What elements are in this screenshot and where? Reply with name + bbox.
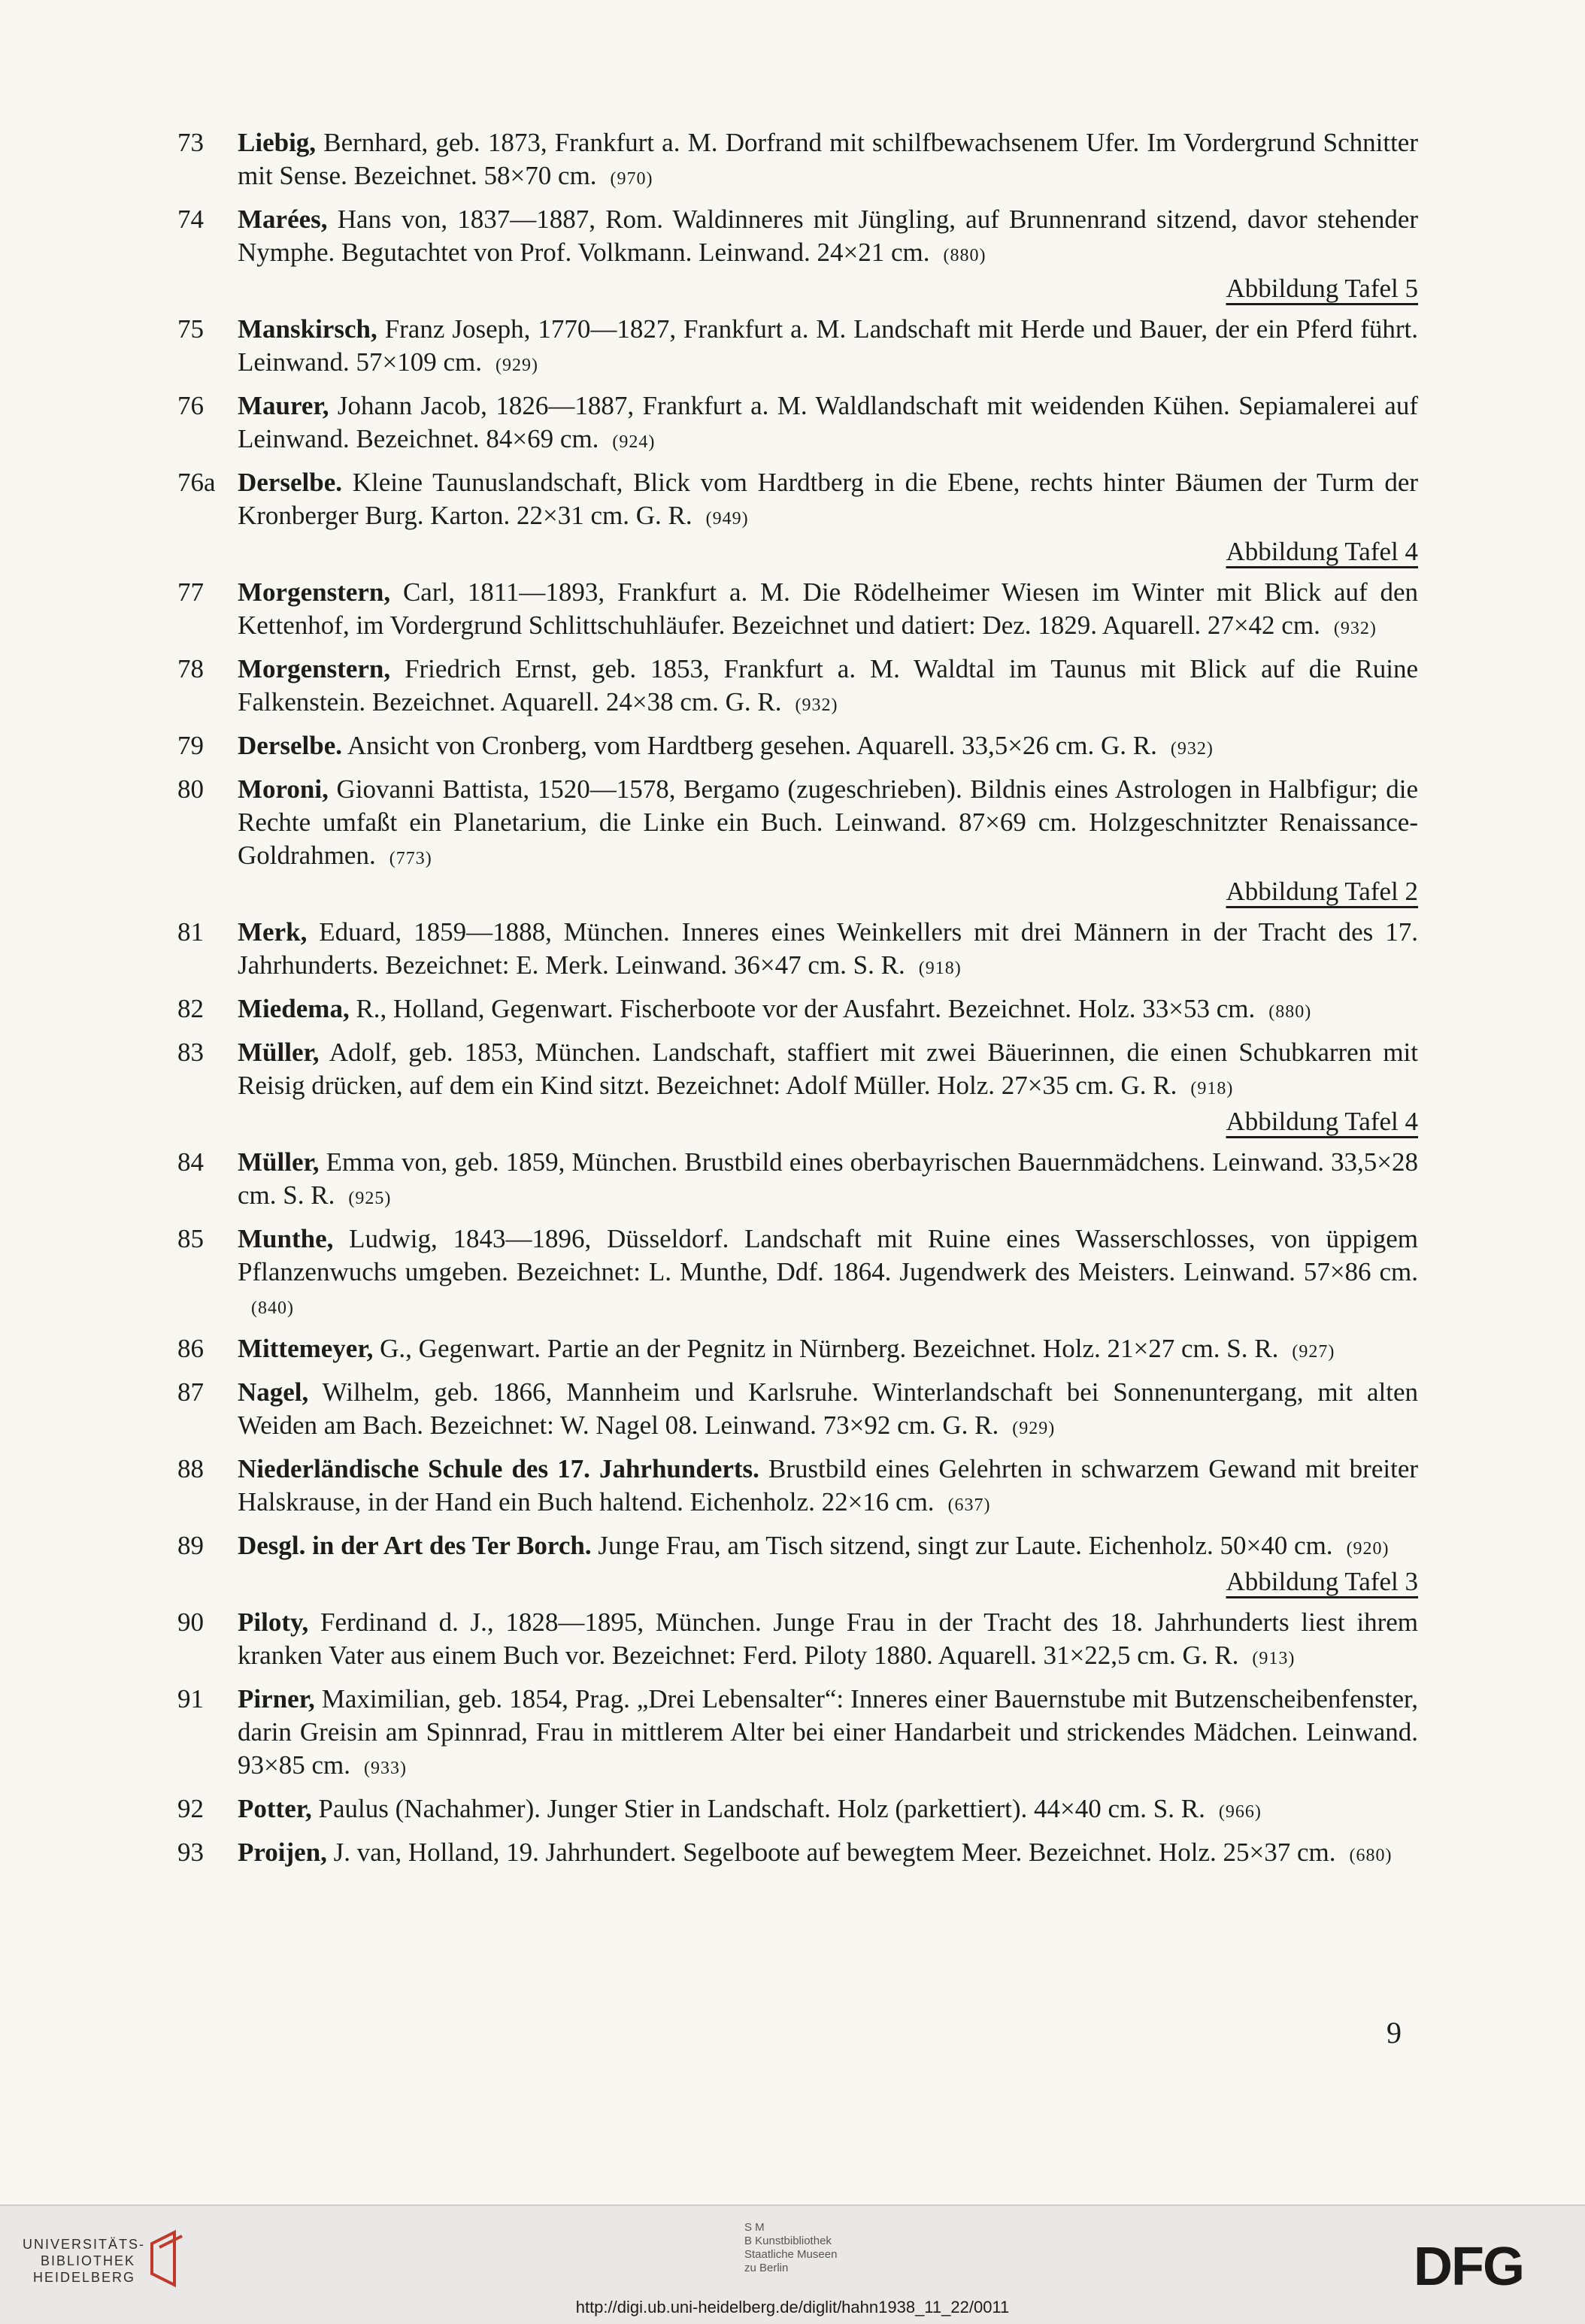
inventory-number: (637) — [947, 1495, 991, 1515]
library-stamp: S M B Kunstbibliothek Staatliche Museen zu Berlin — [744, 2221, 838, 2274]
artist-name: Desgl. in der Art des Ter Borch. — [238, 1531, 592, 1560]
entry-description: Giovanni Battista, 1520—1578, Bergamo (zugeschrieben). Bildnis eines Astrologen in Halbfigur; die Rechte umfaßt ein Planetarium, die Linke ein Buch. Leinwand. 87×69 cm. Holzgeschnitzter Renaissance-Goldrahmen. — [238, 774, 1418, 870]
catalog-entry — [177, 1792, 1418, 1829]
entry-description: J. van, Holland, 19. Jahrhundert. Segelboote auf bewegtem Meer. Bezeichnet. Holz. 25×37 cm. — [333, 1838, 1336, 1867]
entry-description: Emma von, geb. 1859, München. Brustbild eines oberbayrischen Bauernmädchens. Leinwand. 33,5×28 cm. S. R. — [238, 1147, 1419, 1210]
entry-number: 84 — [177, 1147, 204, 1177]
entry-number: 85 — [177, 1224, 204, 1253]
inventory-number: (929) — [1012, 1419, 1056, 1438]
entry-number: 82 — [177, 994, 204, 1023]
entry-number: 91 — [177, 1684, 204, 1713]
entry-description: Adolf, geb. 1853, München. Landschaft, staffiert mit zwei Bäuerinnen, die einen Schubkarren mit Reisig drücken, auf dem ein Kind sitzt. Bezeichnet: Adolf Müller. Holz. 27×35 cm. G. R. — [238, 1038, 1418, 1100]
entry-description: Maximilian, geb. 1854, Prag. „Drei Lebensalter“: Inneres einer Bauernstube mit Butzenscheibenfenster, darin Greisin am Spinnrad, Frau in mittlerem Alter bei einer Handarbeit und strickendes Mädchen. Leinwand. 93×85 cm. — [238, 1684, 1418, 1780]
page-url-link[interactable]: http://digi.ub.uni-heidelberg.de/diglit/hahn1938_11_22/0011 — [575, 2298, 1010, 2316]
entry-description: Ferdinand d. J., 1828—1895, München. Junge Frau in der Tracht des 18. Jahrhunderts liest ihrem kranken Vater aus einem Buch vor. Bezeichnet: Ferd. Piloty 1880. Aquarell. 31×22,5 cm. G. R. — [238, 1607, 1418, 1670]
entry-number: 92 — [177, 1794, 204, 1823]
catalog-entry — [177, 389, 1418, 459]
artist-name: Pirner, — [238, 1684, 315, 1713]
entry-number: 90 — [177, 1607, 204, 1637]
inventory-number: (924) — [612, 432, 656, 452]
university-library-emblem-icon — [144, 2229, 189, 2289]
dfg-logo[interactable]: DFG — [1414, 2237, 1523, 2297]
page-number: 9 — [1386, 2016, 1402, 2050]
entry-description: Ludwig, 1843—1896, Düsseldorf. Landschaft mit Ruine eines Wasserschlosses, von üppigem Pflanzenwuchs umgeben. Bezeichnet: L. Munthe, Ddf. 1864. Jugendwerk des Meisters. Leinwand. 57×86 cm. — [238, 1224, 1418, 1286]
catalog-entry — [177, 773, 1418, 908]
inventory-number: (927) — [1292, 1342, 1335, 1362]
catalog-entry — [177, 466, 1418, 568]
artist-name: Piloty, — [238, 1607, 309, 1637]
catalog-entry — [177, 729, 1418, 765]
catalog-entry — [177, 203, 1418, 305]
plate-reference: Abbildung Tafel 3 — [1226, 1567, 1418, 1596]
entry-description: Johann Jacob, 1826—1887, Frankfurt a. M. Waldlandschaft mit weidenden Kühen. Sepiamalerei auf Leinwand. Bezeichnet. 84×69 cm. — [238, 391, 1418, 453]
plate-reference: Abbildung Tafel 4 — [1226, 1107, 1418, 1136]
artist-name: Morgenstern, — [238, 577, 391, 607]
artist-name: Maurer, — [238, 391, 329, 420]
catalog-entry — [177, 1146, 1418, 1215]
inventory-number: (918) — [918, 959, 962, 978]
inventory-number: (932) — [1170, 739, 1214, 759]
entry-number: 75 — [177, 314, 204, 344]
catalog-entry — [177, 126, 1418, 195]
entry-number: 74 — [177, 205, 204, 234]
university-library-logo[interactable]: UNIVERSITÄTS- BIBLIOTHEK HEIDELBERG — [23, 2237, 146, 2285]
catalog-entry — [177, 1529, 1418, 1598]
inventory-number: (925) — [348, 1189, 392, 1208]
artist-name: Merk, — [238, 917, 308, 947]
catalog-entry — [177, 916, 1418, 985]
entry-description: Eduard, 1859—1888, München. Inneres eines Weinkellers mit drei Männern in der Tracht des 17. Jahrhunderts. Bezeichnet: E. Merk. Leinwand. 36×47 cm. S. R. — [238, 917, 1419, 980]
artist-name: Derselbe. — [238, 731, 342, 760]
entry-number: 86 — [177, 1334, 204, 1363]
artist-name: Manskirsch, — [238, 314, 377, 344]
entry-description: G., Gegenwart. Partie an der Pegnitz in Nürnberg. Bezeichnet. Holz. 21×27 cm. S. R. — [380, 1334, 1279, 1363]
artist-name: Mittemeyer, — [238, 1334, 374, 1363]
entry-description: Kleine Taunuslandschaft, Blick vom Hardtberg in die Ebene, rechts hinter Bäumen der Turm der Kronberger Burg. Karton. 22×31 cm. G. R. — [238, 468, 1419, 530]
artist-name: Niederländische Schule des 17. Jahrhunderts. — [238, 1454, 759, 1483]
catalog-entry — [177, 1376, 1418, 1445]
entry-number: 78 — [177, 654, 204, 683]
catalog-entries — [177, 126, 1418, 1880]
catalog-entry — [177, 313, 1418, 382]
inventory-number: (949) — [705, 509, 749, 529]
inventory-number: (880) — [1268, 1002, 1312, 1022]
entry-number: 76a — [177, 468, 216, 497]
catalog-entry — [177, 653, 1418, 722]
entry-number: 89 — [177, 1531, 204, 1560]
entry-description: Bernhard, geb. 1873, Frankfurt a. M. Dorfrand mit schilfbewachsenem Ufer. Im Vordergrund Schnitter mit Sense. Bezeichnet. 58×70 cm. — [238, 128, 1418, 190]
entry-number: 81 — [177, 917, 204, 947]
inventory-number: (920) — [1346, 1539, 1390, 1559]
entry-description: Wilhelm, geb. 1866, Mannheim und Karlsruhe. Winterlandschaft bei Sonnenuntergang, mit alten Weiden am Bach. Bezeichnet: W. Nagel 08. Leinwand. 73×92 cm. G. R. — [238, 1377, 1418, 1440]
entry-description: Ansicht von Cronberg, vom Hardtberg gesehen. Aquarell. 33,5×26 cm. G. R. — [347, 731, 1157, 760]
artist-name: Potter, — [238, 1794, 312, 1823]
inventory-number: (932) — [795, 695, 838, 715]
viewer-footer — [0, 2204, 1585, 2324]
artist-name: Proijen, — [238, 1838, 327, 1867]
artist-name: Miedema, — [238, 994, 350, 1023]
artist-name: Moroni, — [238, 774, 329, 804]
entry-description: Friedrich Ernst, geb. 1853, Frankfurt a. M. Waldtal im Taunus mit Blick auf die Ruine Falkenstein. Bezeichnet. Aquarell. 24×38 cm. G. R. — [238, 654, 1418, 717]
catalog-entry — [177, 1683, 1418, 1785]
entry-description: Junge Frau, am Tisch sitzend, singt zur Laute. Eichenholz. 50×40 cm. — [598, 1531, 1333, 1560]
artist-name: Marées, — [238, 205, 328, 234]
artist-name: Derselbe. — [238, 468, 342, 497]
inventory-number: (970) — [610, 169, 653, 189]
inventory-number: (840) — [251, 1298, 294, 1318]
catalog-entry — [177, 1332, 1418, 1368]
catalog-entry — [177, 1606, 1418, 1675]
inventory-number: (966) — [1218, 1802, 1262, 1822]
entry-number: 73 — [177, 128, 204, 157]
catalog-entry — [177, 1453, 1418, 1522]
artist-name: Liebig, — [238, 128, 317, 157]
inventory-number: (680) — [1349, 1846, 1393, 1865]
entry-number: 87 — [177, 1377, 204, 1407]
inventory-number: (932) — [1333, 619, 1377, 638]
artist-name: Müller, — [238, 1147, 320, 1177]
plate-reference: Abbildung Tafel 4 — [1226, 537, 1418, 566]
entry-number: 77 — [177, 577, 204, 607]
artist-name: Nagel, — [238, 1377, 309, 1407]
entry-description: Franz Joseph, 1770—1827, Frankfurt a. M. Landschaft mit Herde und Bauer, der ein Pferd führt. Leinwand. 57×109 cm. — [238, 314, 1419, 377]
entry-number: 83 — [177, 1038, 204, 1067]
artist-name: Munthe, — [238, 1224, 334, 1253]
entry-number: 88 — [177, 1454, 204, 1483]
inventory-number: (773) — [389, 849, 432, 868]
entry-number: 80 — [177, 774, 204, 804]
catalog-entry — [177, 576, 1418, 645]
entry-description: Brustbild eines Gelehrten in schwarzem Gewand mit breiter Halskrause, in der Hand ein Buch haltend. Eichenholz. 22×16 cm. — [238, 1454, 1419, 1517]
catalog-entry — [177, 1036, 1418, 1138]
inventory-number: (880) — [943, 246, 986, 265]
entry-description: Paulus (Nachahmer). Junger Stier in Landschaft. Holz (parkettiert). 44×40 cm. S. R. — [318, 1794, 1205, 1823]
plate-reference: Abbildung Tafel 2 — [1226, 877, 1418, 906]
inventory-number: (933) — [364, 1759, 407, 1778]
catalog-entry — [177, 1836, 1418, 1872]
inventory-number: (918) — [1190, 1079, 1234, 1098]
entry-description: Hans von, 1837—1887, Rom. Waldinneres mit Jüngling, auf Brunnenrand sitzend, davor stehender Nymphe. Begutachtet von Prof. Volkmann. Leinwand. 24×21 cm. — [238, 205, 1419, 267]
entry-description: R., Holland, Gegenwart. Fischerboote vor der Ausfahrt. Bezeichnet. Holz. 33×53 cm. — [356, 994, 1256, 1023]
inventory-number: (929) — [495, 356, 538, 375]
entry-number: 79 — [177, 731, 204, 760]
artist-name: Morgenstern, — [238, 654, 391, 683]
catalog-entry — [177, 992, 1418, 1029]
plate-reference: Abbildung Tafel 5 — [1226, 274, 1418, 303]
entry-description: Carl, 1811—1893, Frankfurt a. M. Die Rödelheimer Wiesen im Winter mit Blick auf den Kettenhof, im Vordergrund Schlittschuhläufer. Bezeichnet und datiert: Dez. 1829. Aquarell. 27×42 cm. — [238, 577, 1419, 640]
entry-number: 93 — [177, 1838, 204, 1867]
catalog-entry — [177, 1223, 1418, 1325]
entry-number: 76 — [177, 391, 204, 420]
artist-name: Müller, — [238, 1038, 320, 1067]
inventory-number: (913) — [1252, 1649, 1296, 1668]
